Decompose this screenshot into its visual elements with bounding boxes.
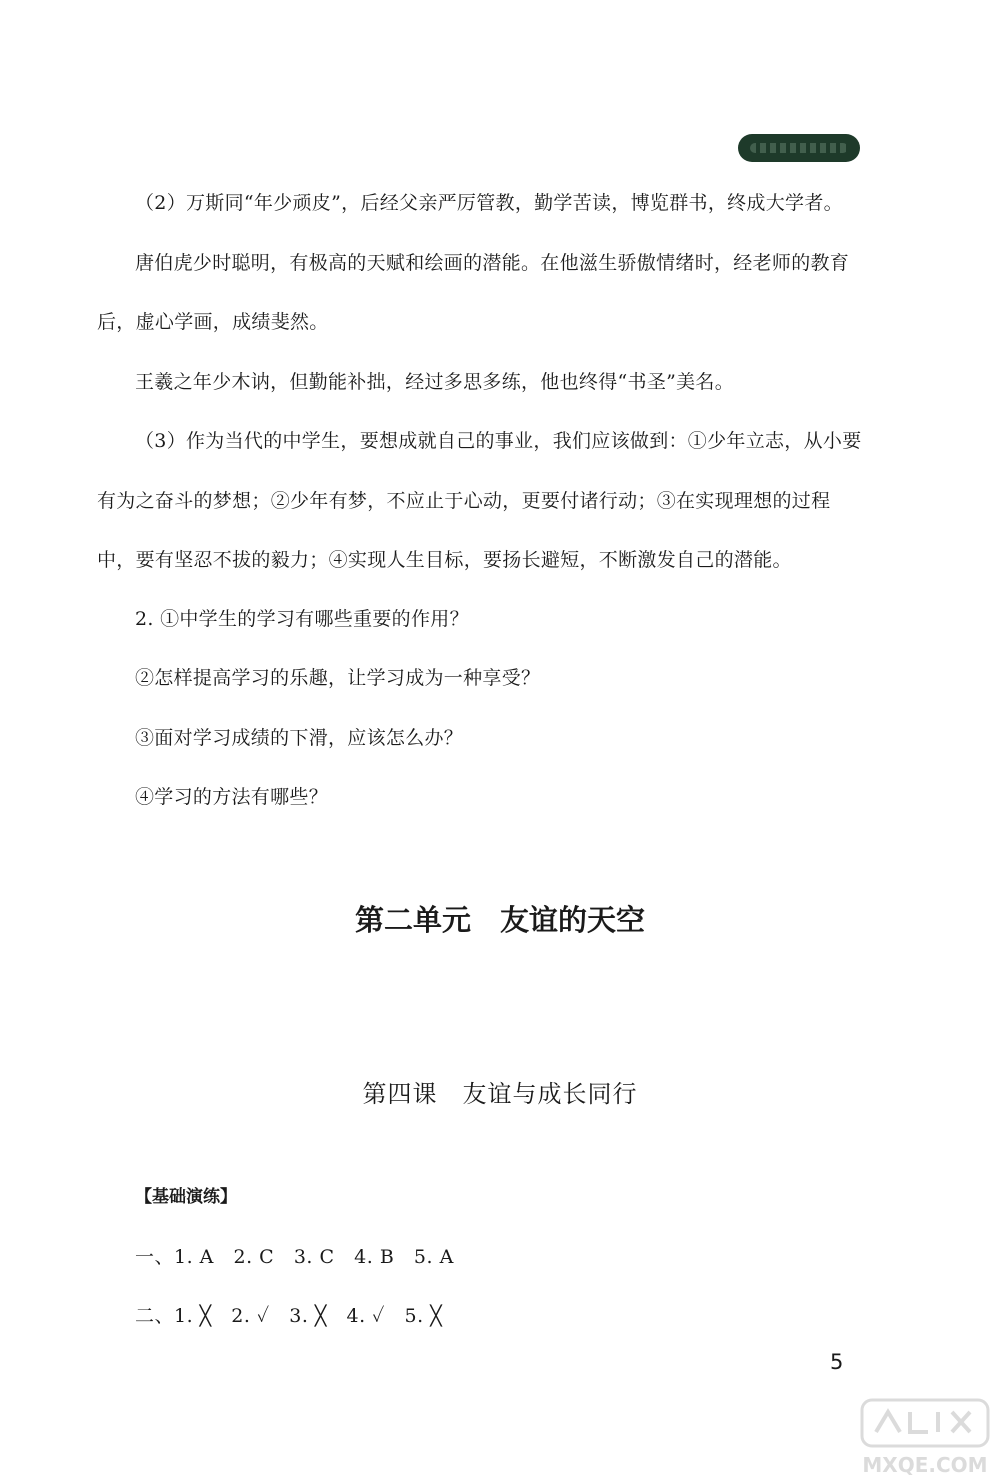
question-line: 2. ①中学生的学习有哪些重要的作用？ — [135, 608, 469, 630]
question-line: ③面对学习成绩的下滑，应该怎么办？ — [135, 727, 464, 749]
paragraph-line: （3）作为当代的中学生，要想成就自己的事业，我们应该做到：①少年立志，从小要 — [135, 430, 862, 452]
unit-title: 第二单元 友谊的天空 — [354, 903, 645, 937]
paragraph-line: 有为之奋斗的梦想；②少年有梦，不应止于心动，更要付诸行动；③在实现理想的过程 — [97, 490, 831, 512]
paragraph-line: 王羲之年少木讷，但勤能补拙，经过多思多练，他也终得“书圣”美名。 — [135, 371, 735, 393]
lesson-title: 第四课 友谊与成长同行 — [362, 1080, 638, 1108]
page-number: 5 — [830, 1350, 844, 1374]
paragraph-line: 唐伯虎少时聪明，有极高的天赋和绘画的潜能。在他滋生骄傲情绪时，经老师的教育 — [135, 252, 850, 274]
question-line: ④学习的方法有哪些？ — [135, 786, 329, 808]
watermark-logo — [858, 1396, 992, 1478]
paragraph-line: 后，虚心学画，成绩斐然。 — [97, 311, 329, 333]
header-tab — [738, 134, 860, 162]
section-label: 【基础演练】 — [135, 1187, 237, 1207]
answer-row: 一、1. A 2. C 3. C 4. B 5. A — [135, 1246, 454, 1268]
paragraph-line: （2）万斯同“年少顽皮”，后经父亲严厉管教，勤学苦读，博览群书，终成大学者。 — [135, 192, 843, 214]
question-line: ②怎样提高学习的乐趣，让学习成为一种享受？ — [135, 667, 541, 689]
paragraph-line: 中，要有坚忍不拔的毅力；④实现人生目标，要扬长避短，不断激发自己的潜能。 — [97, 549, 792, 571]
svg-text:MXQE.COM: MXQE.COM — [862, 1453, 988, 1477]
header-tab-pattern — [750, 143, 848, 153]
answer-row: 二、1. ╳ 2. ✓ 3. ╳ 4. ✓ 5. ╳ — [135, 1305, 443, 1327]
